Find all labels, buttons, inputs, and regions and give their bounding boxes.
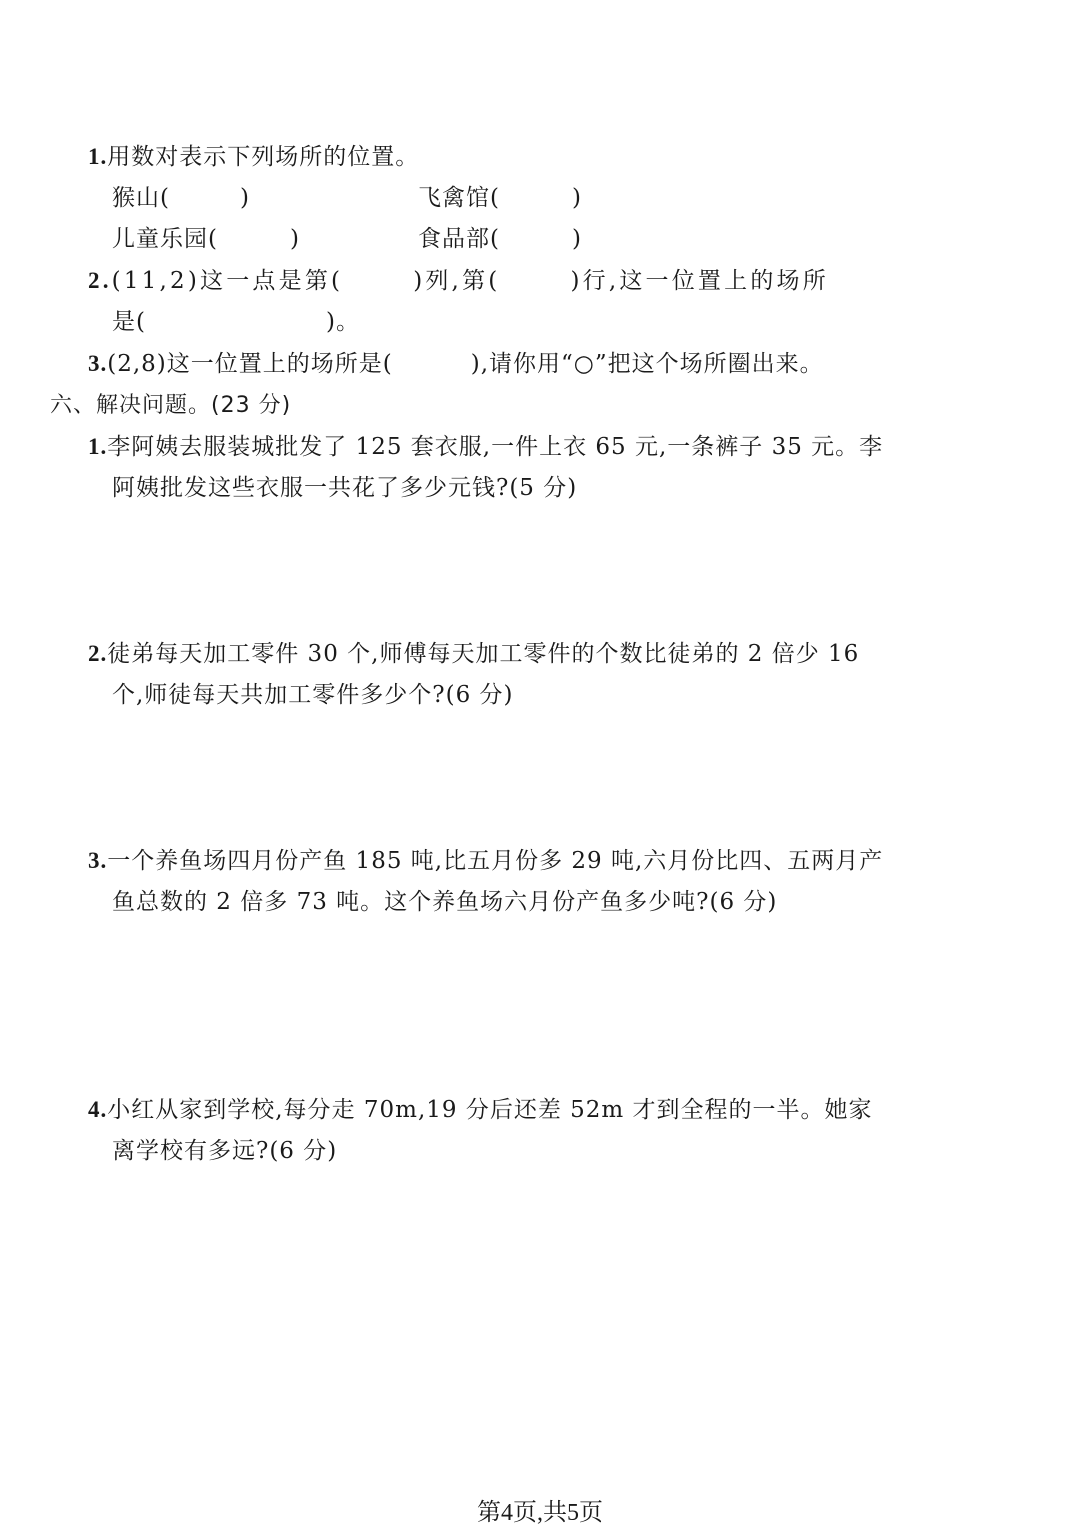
q1-item-monkey bbox=[112, 182, 250, 214]
question-text: 用数对表示下列场所的位置。 bbox=[107, 144, 420, 170]
q1-item-playground bbox=[112, 223, 300, 255]
item-close: ) bbox=[289, 226, 300, 252]
q2-text-d: 是( bbox=[112, 309, 146, 335]
item-close: ) bbox=[239, 185, 250, 211]
q1-item-aviary bbox=[418, 182, 582, 214]
section-heading: 六、解决问题。(23 分) bbox=[50, 393, 292, 418]
problem-4-line2: 离学校有多远?(6 分) bbox=[112, 1138, 338, 1164]
question-number: 3. bbox=[88, 351, 108, 376]
problem-1-line1 bbox=[88, 431, 883, 463]
item-label: 食品部( bbox=[418, 226, 500, 252]
page-footer: 第4页,共5页 bbox=[477, 1500, 603, 1526]
q2-text-a: (11,2)这一点是第( bbox=[111, 268, 344, 294]
q1-line bbox=[88, 141, 419, 173]
q2-text-e: )。 bbox=[325, 309, 360, 335]
q3-line bbox=[88, 348, 824, 380]
problem-4-line1 bbox=[88, 1094, 873, 1126]
problem-1-line2: 阿姨批发这些衣服一共花了多少元钱?(5 分) bbox=[112, 475, 578, 501]
problem-text: 一个养鱼场四月份产鱼 185 吨,比五月份多 29 吨,六月份比四、五两月产 bbox=[107, 848, 884, 874]
q2-line2 bbox=[112, 306, 360, 338]
problem-2-line2: 个,师徒每天共加工零件多少个?(6 分) bbox=[112, 682, 514, 708]
question-number: 2. bbox=[88, 641, 108, 666]
problem-3-line2: 鱼总数的 2 倍多 73 吨。这个养鱼场六月份产鱼多少吨?(6 分) bbox=[112, 889, 778, 915]
q2-text-c: )行,这一位置上的场所 bbox=[570, 268, 829, 294]
question-number: 4. bbox=[88, 1097, 108, 1122]
item-label: 飞禽馆( bbox=[418, 185, 500, 211]
q3-text-a: (2,8)这一位置上的场所是( bbox=[107, 351, 393, 377]
q3-text-b: ),请你用“○”把这个场所圈出来。 bbox=[470, 351, 824, 377]
item-label: 儿童乐园( bbox=[112, 226, 218, 252]
q2-text-b: )列,第( bbox=[413, 268, 501, 294]
problem-3-line1 bbox=[88, 845, 883, 877]
item-close: ) bbox=[571, 185, 582, 211]
question-number: 3. bbox=[88, 848, 108, 873]
question-number: 2. bbox=[88, 268, 112, 293]
question-number: 1. bbox=[88, 144, 108, 169]
problem-text: 小红从家到学校,每分走 70m,19 分后还差 52m 才到全程的一半。她家 bbox=[107, 1097, 873, 1123]
problem-text: 徒弟每天加工零件 30 个,师傅每天加工零件的个数比徒弟的 2 倍少 16 bbox=[107, 641, 860, 667]
item-label: 猴山( bbox=[112, 185, 170, 211]
question-number: 1. bbox=[88, 434, 108, 459]
q1-item-food bbox=[418, 223, 582, 255]
problem-text: 李阿姨去服装城批发了 125 套衣服,一件上衣 65 元,一条裤子 35 元。李 bbox=[107, 434, 884, 460]
q2-line1 bbox=[88, 265, 829, 297]
problem-2-line1 bbox=[88, 638, 859, 670]
item-close: ) bbox=[571, 226, 582, 252]
